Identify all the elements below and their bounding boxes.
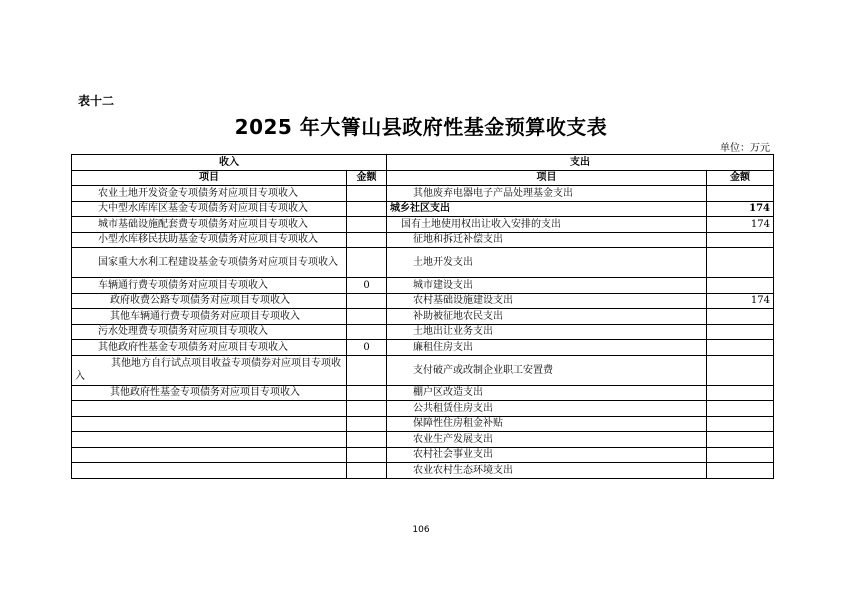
income-amount [347, 447, 387, 463]
table-row [72, 340, 774, 356]
expense-amount [707, 385, 774, 401]
table-row [72, 432, 774, 448]
income-item: 其他地方自行试点项目收益专项债券对应项目专项收入 [72, 355, 347, 385]
budget-table [71, 154, 774, 479]
page-title: 2025 年大箐山县政府性基金预算收支表 [234, 115, 608, 139]
table-row [72, 416, 774, 432]
expense-amount-header: 金额 [707, 170, 774, 186]
income-header: 收入 [72, 155, 387, 171]
expense-item: 农业生产发展支出 [387, 432, 707, 448]
expense-amount [707, 432, 774, 448]
expense-item: 城乡社区支出 [387, 201, 707, 217]
expense-item: 农村基础设施建设支出 [387, 293, 707, 309]
expense-amount: 174 [707, 217, 774, 233]
table-row [72, 232, 774, 248]
expense-amount [707, 309, 774, 325]
expense-item: 廉租住房支出 [387, 340, 707, 356]
table-row [72, 385, 774, 401]
table-row [72, 463, 774, 479]
income-item: 城市基础设施配套费专项债务对应项目专项收入 [72, 217, 347, 233]
table-row [72, 293, 774, 309]
expense-item: 国有土地使用权出让收入安排的支出 [387, 217, 707, 233]
table-row [72, 401, 774, 417]
income-amount [347, 416, 387, 432]
expense-item: 征地和拆迁补偿支出 [387, 232, 707, 248]
expense-amount [707, 248, 774, 278]
table-row [72, 324, 774, 340]
income-item-header: 项目 [72, 170, 347, 186]
page-number: 106 [412, 525, 430, 535]
income-amount [347, 248, 387, 278]
income-amount [347, 463, 387, 479]
expense-item: 土地开发支出 [387, 248, 707, 278]
table-row [72, 248, 774, 278]
income-amount [347, 186, 387, 202]
income-item [72, 432, 347, 448]
table-label: 表十二 [78, 94, 115, 108]
income-amount [347, 432, 387, 448]
income-item: 政府收费公路专项债务对应项目专项收入 [72, 293, 347, 309]
expense-item: 棚户区改造支出 [387, 385, 707, 401]
income-amount-header: 金额 [347, 170, 387, 186]
table-row [72, 186, 774, 202]
expense-amount: 174 [707, 201, 774, 217]
expense-item: 土地出让业务支出 [387, 324, 707, 340]
income-item: 车辆通行费专项债务对应项目专项收入 [72, 278, 347, 294]
income-amount [347, 217, 387, 233]
expense-item: 农村社会事业支出 [387, 447, 707, 463]
income-amount: 0 [347, 340, 387, 356]
expense-header: 支出 [387, 155, 774, 171]
expense-item: 补助被征地农民支出 [387, 309, 707, 325]
expense-amount: 174 [707, 293, 774, 309]
table-row [72, 309, 774, 325]
expense-item: 农业农村生态环境支出 [387, 463, 707, 479]
table-section-header-row [72, 155, 774, 171]
income-item: 其他政府性基金专项债务对应项目专项收入 [72, 385, 347, 401]
income-item [72, 416, 347, 432]
income-item: 其他车辆通行费专项债务对应项目专项收入 [72, 309, 347, 325]
income-item: 其他政府性基金专项债务对应项目专项收入 [72, 340, 347, 356]
income-item: 污水处理费专项债务对应项目专项收入 [72, 324, 347, 340]
income-item [72, 463, 347, 479]
table-column-header-row [72, 170, 774, 186]
expense-item: 支付破产或改制企业职工安置费 [387, 355, 707, 385]
income-amount [347, 324, 387, 340]
table-row [72, 278, 774, 294]
income-amount: 0 [347, 278, 387, 294]
table-row [72, 217, 774, 233]
expense-amount [707, 463, 774, 479]
income-amount [347, 293, 387, 309]
income-amount [347, 355, 387, 385]
unit-label: 单位：万元 [720, 143, 770, 154]
income-item: 农业土地开发资金专项债务对应项目专项收入 [72, 186, 347, 202]
income-item [72, 447, 347, 463]
income-item: 大中型水库库区基金专项债务对应项目专项收入 [72, 201, 347, 217]
expense-amount [707, 447, 774, 463]
expense-amount [707, 416, 774, 432]
income-amount [347, 401, 387, 417]
expense-amount [707, 186, 774, 202]
income-amount [347, 232, 387, 248]
expense-item: 其他废弃电器电子产品处理基金支出 [387, 186, 707, 202]
income-amount [347, 309, 387, 325]
expense-amount [707, 340, 774, 356]
expense-item: 保障性住房租金补贴 [387, 416, 707, 432]
income-item: 小型水库移民扶助基金专项债务对应项目专项收入 [72, 232, 347, 248]
expense-amount [707, 232, 774, 248]
income-amount [347, 385, 387, 401]
expense-amount [707, 278, 774, 294]
income-amount [347, 201, 387, 217]
table-row [72, 355, 774, 385]
table-row [72, 447, 774, 463]
income-item [72, 401, 347, 417]
expense-amount [707, 401, 774, 417]
expense-amount [707, 324, 774, 340]
table-row [72, 201, 774, 217]
expense-item: 城市建设支出 [387, 278, 707, 294]
income-item: 国家重大水利工程建设基金专项债务对应项目专项收入 [72, 248, 347, 278]
expense-item: 公共租赁住房支出 [387, 401, 707, 417]
expense-item-header: 项目 [387, 170, 707, 186]
expense-amount [707, 355, 774, 385]
